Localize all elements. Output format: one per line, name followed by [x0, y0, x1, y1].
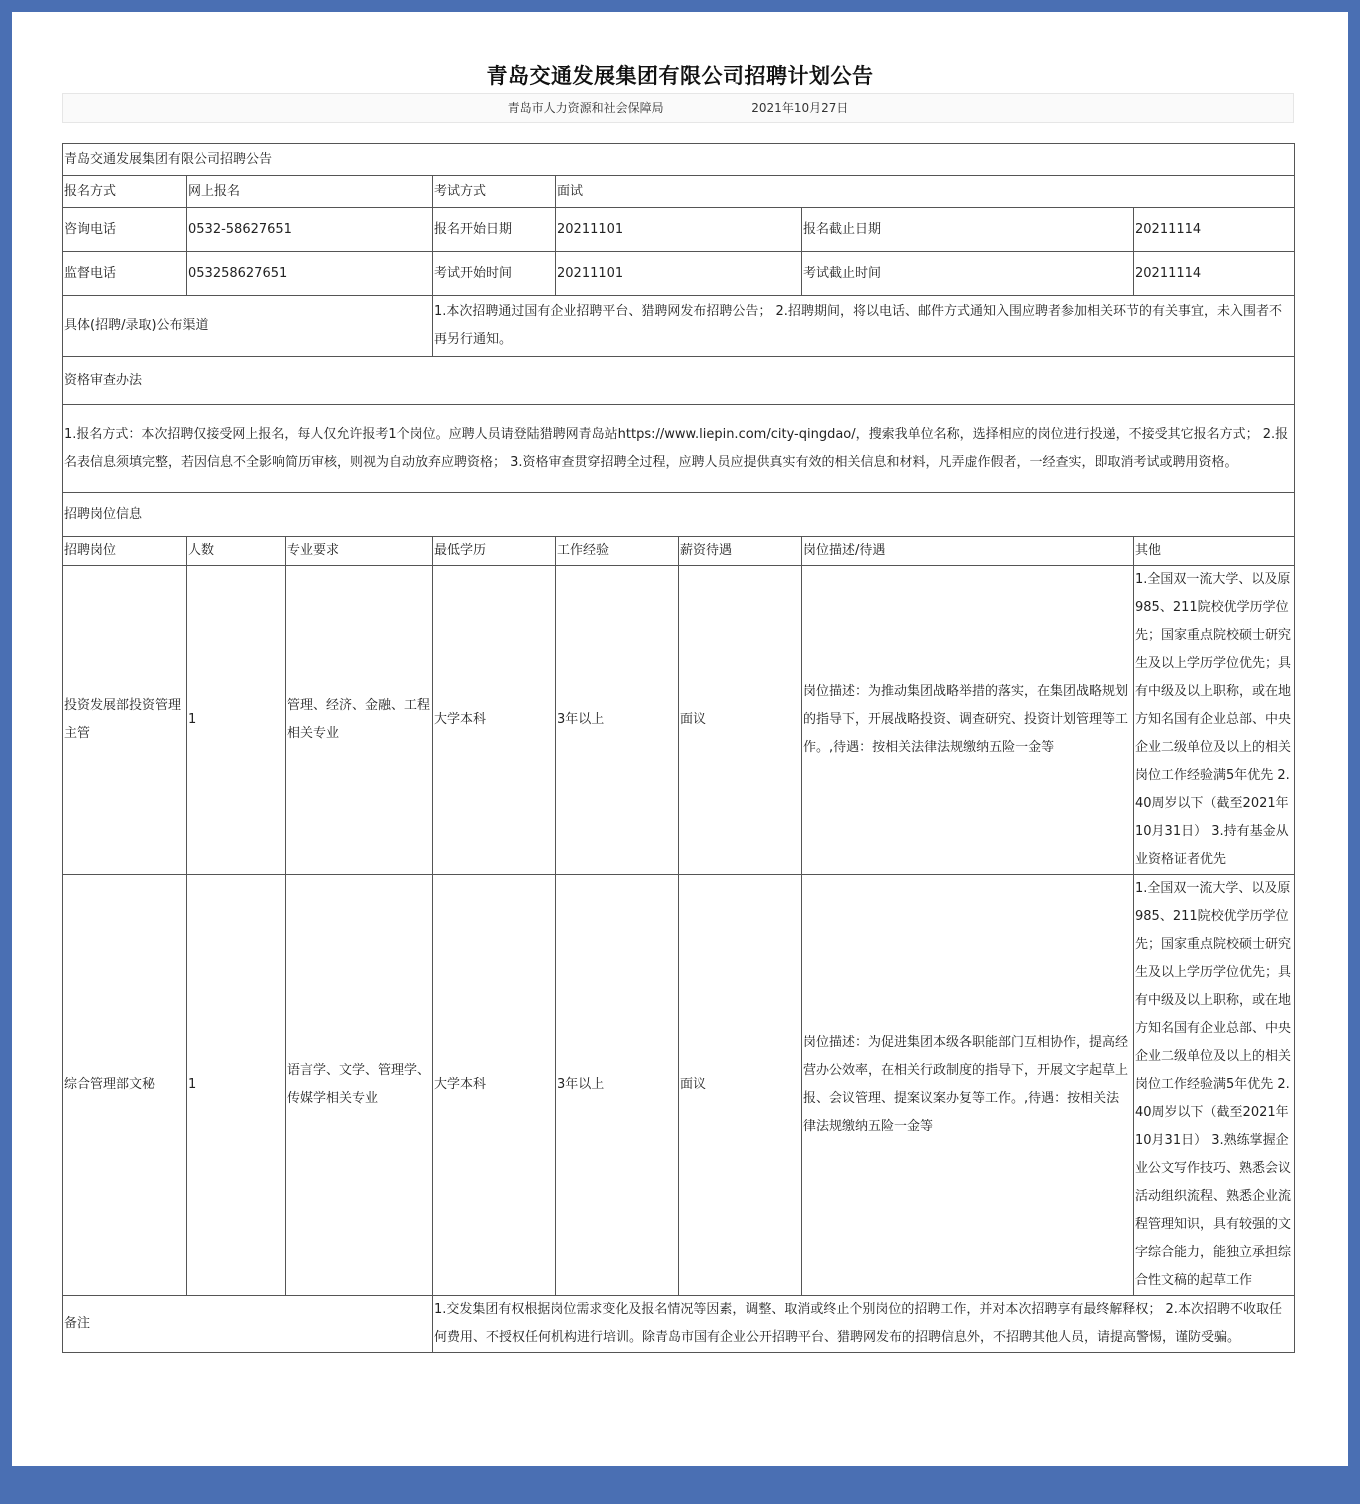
publish-date: 2021年10月27日: [751, 101, 849, 115]
exam-start-value: 20211101: [556, 252, 802, 296]
column-header: 工作经验: [556, 537, 679, 566]
position-other: 1.全国双一流大学、以及原985、211院校优学历学位先；国家重点院校硕士研究生及以上学历学位优先；具有中级及以上职称，或在地方知名国有企业总部、中央企业二级单位及以上的相关岗位工作经验满5年优先 2.40周岁以下（截至2021年10月31日） 3.熟练掌握企业公文写作技巧、熟悉会议活动组织流程、熟悉企业流程管理知识，具有较强的文字综合能力，能独立承担综合性文稿的起草工作: [1134, 875, 1295, 1296]
qualification-label: 资格审查办法: [63, 357, 1295, 405]
exam-end-label: 考试截止时间: [802, 252, 1134, 296]
column-header: 最低学历: [433, 537, 556, 566]
position-count: 1: [187, 875, 286, 1296]
page-title: 青岛交通发展集团有限公司招聘计划公告: [486, 64, 874, 88]
exam-method-label: 考试方式: [433, 176, 556, 208]
exam-end-value: 20211114: [1134, 252, 1295, 296]
position-description: 岗位描述：为推动集团战略举措的落实，在集团战略规划的指导下，开展战略投资、调查研究、投资计划管理等工作。,待遇：按相关法律法规缴纳五险一金等: [802, 566, 1134, 875]
notes-value: 1.交发集团有权根据岗位需求变化及报名情况等因素，调整、取消或终止个别岗位的招聘工作，并对本次招聘享有最终解释权； 2.本次招聘不收取任何费用、不授权任何机构进行培训。除青岛市国有企业公开招聘平台、猎聘网发布的招聘信息外，不招聘其他人员，请提高警惕，谨防受骗。: [433, 1296, 1295, 1353]
signup-end-value: 20211114: [1134, 208, 1295, 252]
position-other: 1.全国双一流大学、以及原985、211院校优学历学位先；国家重点院校硕士研究生及以上学历学位优先；具有中级及以上职称，或在地方知名国有企业总部、中央企业二级单位及以上的相关岗位工作经验满5年优先 2.40周岁以下（截至2021年10月31日） 3.持有基金从业资格证者优先: [1134, 566, 1295, 875]
position-salary: 面议: [679, 566, 802, 875]
column-header: 其他: [1134, 537, 1295, 566]
supervise-label: 监督电话: [63, 252, 187, 296]
position-count: 1: [187, 566, 286, 875]
notes-label: 备注: [63, 1296, 433, 1353]
column-header: 招聘岗位: [63, 537, 187, 566]
qualification-value: 1.报名方式：本次招聘仅接受网上报名，每人仅允许报考1个岗位。应聘人员请登陆猎聘网青岛站https://www.liepin.com/city-qingdao/，搜索我单位名称，选择相应的岗位进行投递，不接受其它报名方式； 2.报名表信息须填完整，若因信息不全影响简历审核，则视为自动放弃应聘资格； 3.资格审查贯穿招聘全过程，应聘人员应提供真实有效的相关信息和材料，凡弄虚作假者，一经查实，即取消考试或聘用资格。: [63, 405, 1295, 493]
exam-method-value: 面试: [556, 176, 1295, 208]
meta-bar: [62, 93, 1294, 123]
table-row: [63, 875, 1295, 1296]
position-name: 综合管理部文秘: [63, 875, 187, 1296]
signup-label: 报名方式: [63, 176, 187, 208]
column-header: 人数: [187, 537, 286, 566]
signup-start-value: 20211101: [556, 208, 802, 252]
position-salary: 面议: [679, 875, 802, 1296]
position-major: 语言学、文学、管理学、传媒学相关专业: [286, 875, 433, 1296]
position-experience: 3年以上: [556, 566, 679, 875]
page: [12, 12, 1348, 1466]
signup-start-label: 报名开始日期: [433, 208, 556, 252]
column-header: 专业要求: [286, 537, 433, 566]
positions-label: 招聘岗位信息: [63, 493, 1295, 537]
position-major: 管理、经济、金融、工程相关专业: [286, 566, 433, 875]
position-description: 岗位描述：为促进集团本级各职能部门互相协作，提高经营办公效率，在相关行政制度的指导下，开展文字起草上报、会议管理、提案议案办复等工作。,待遇：按相关法律法规缴纳五险一金等: [802, 875, 1134, 1296]
position-name: 投资发展部投资管理主管: [63, 566, 187, 875]
channel-value: 1.本次招聘通过国有企业招聘平台、猎聘网发布招聘公告； 2.招聘期间，将以电话、邮件方式通知入围应聘者参加相关环节的有关事宜，未入围者不再另行通知。: [433, 296, 1295, 357]
position-education: 大学本科: [433, 566, 556, 875]
channel-label: 具体(招聘/录取)公布渠道: [63, 296, 433, 357]
exam-start-label: 考试开始时间: [433, 252, 556, 296]
signup-value: 网上报名: [187, 176, 433, 208]
table-row: [63, 566, 1295, 875]
column-header: 薪资待遇: [679, 537, 802, 566]
position-experience: 3年以上: [556, 875, 679, 1296]
table-heading: 青岛交通发展集团有限公司招聘公告: [63, 144, 1295, 176]
phone-label: 咨询电话: [63, 208, 187, 252]
signup-end-label: 报名截止日期: [802, 208, 1134, 252]
source-label: 青岛市人力资源和社会保障局: [507, 101, 664, 115]
recruitment-table: [62, 143, 1295, 1353]
position-education: 大学本科: [433, 875, 556, 1296]
phone-value: 0532-58627651: [187, 208, 433, 252]
column-header: 岗位描述/待遇: [802, 537, 1134, 566]
supervise-value: 053258627651: [187, 252, 433, 296]
